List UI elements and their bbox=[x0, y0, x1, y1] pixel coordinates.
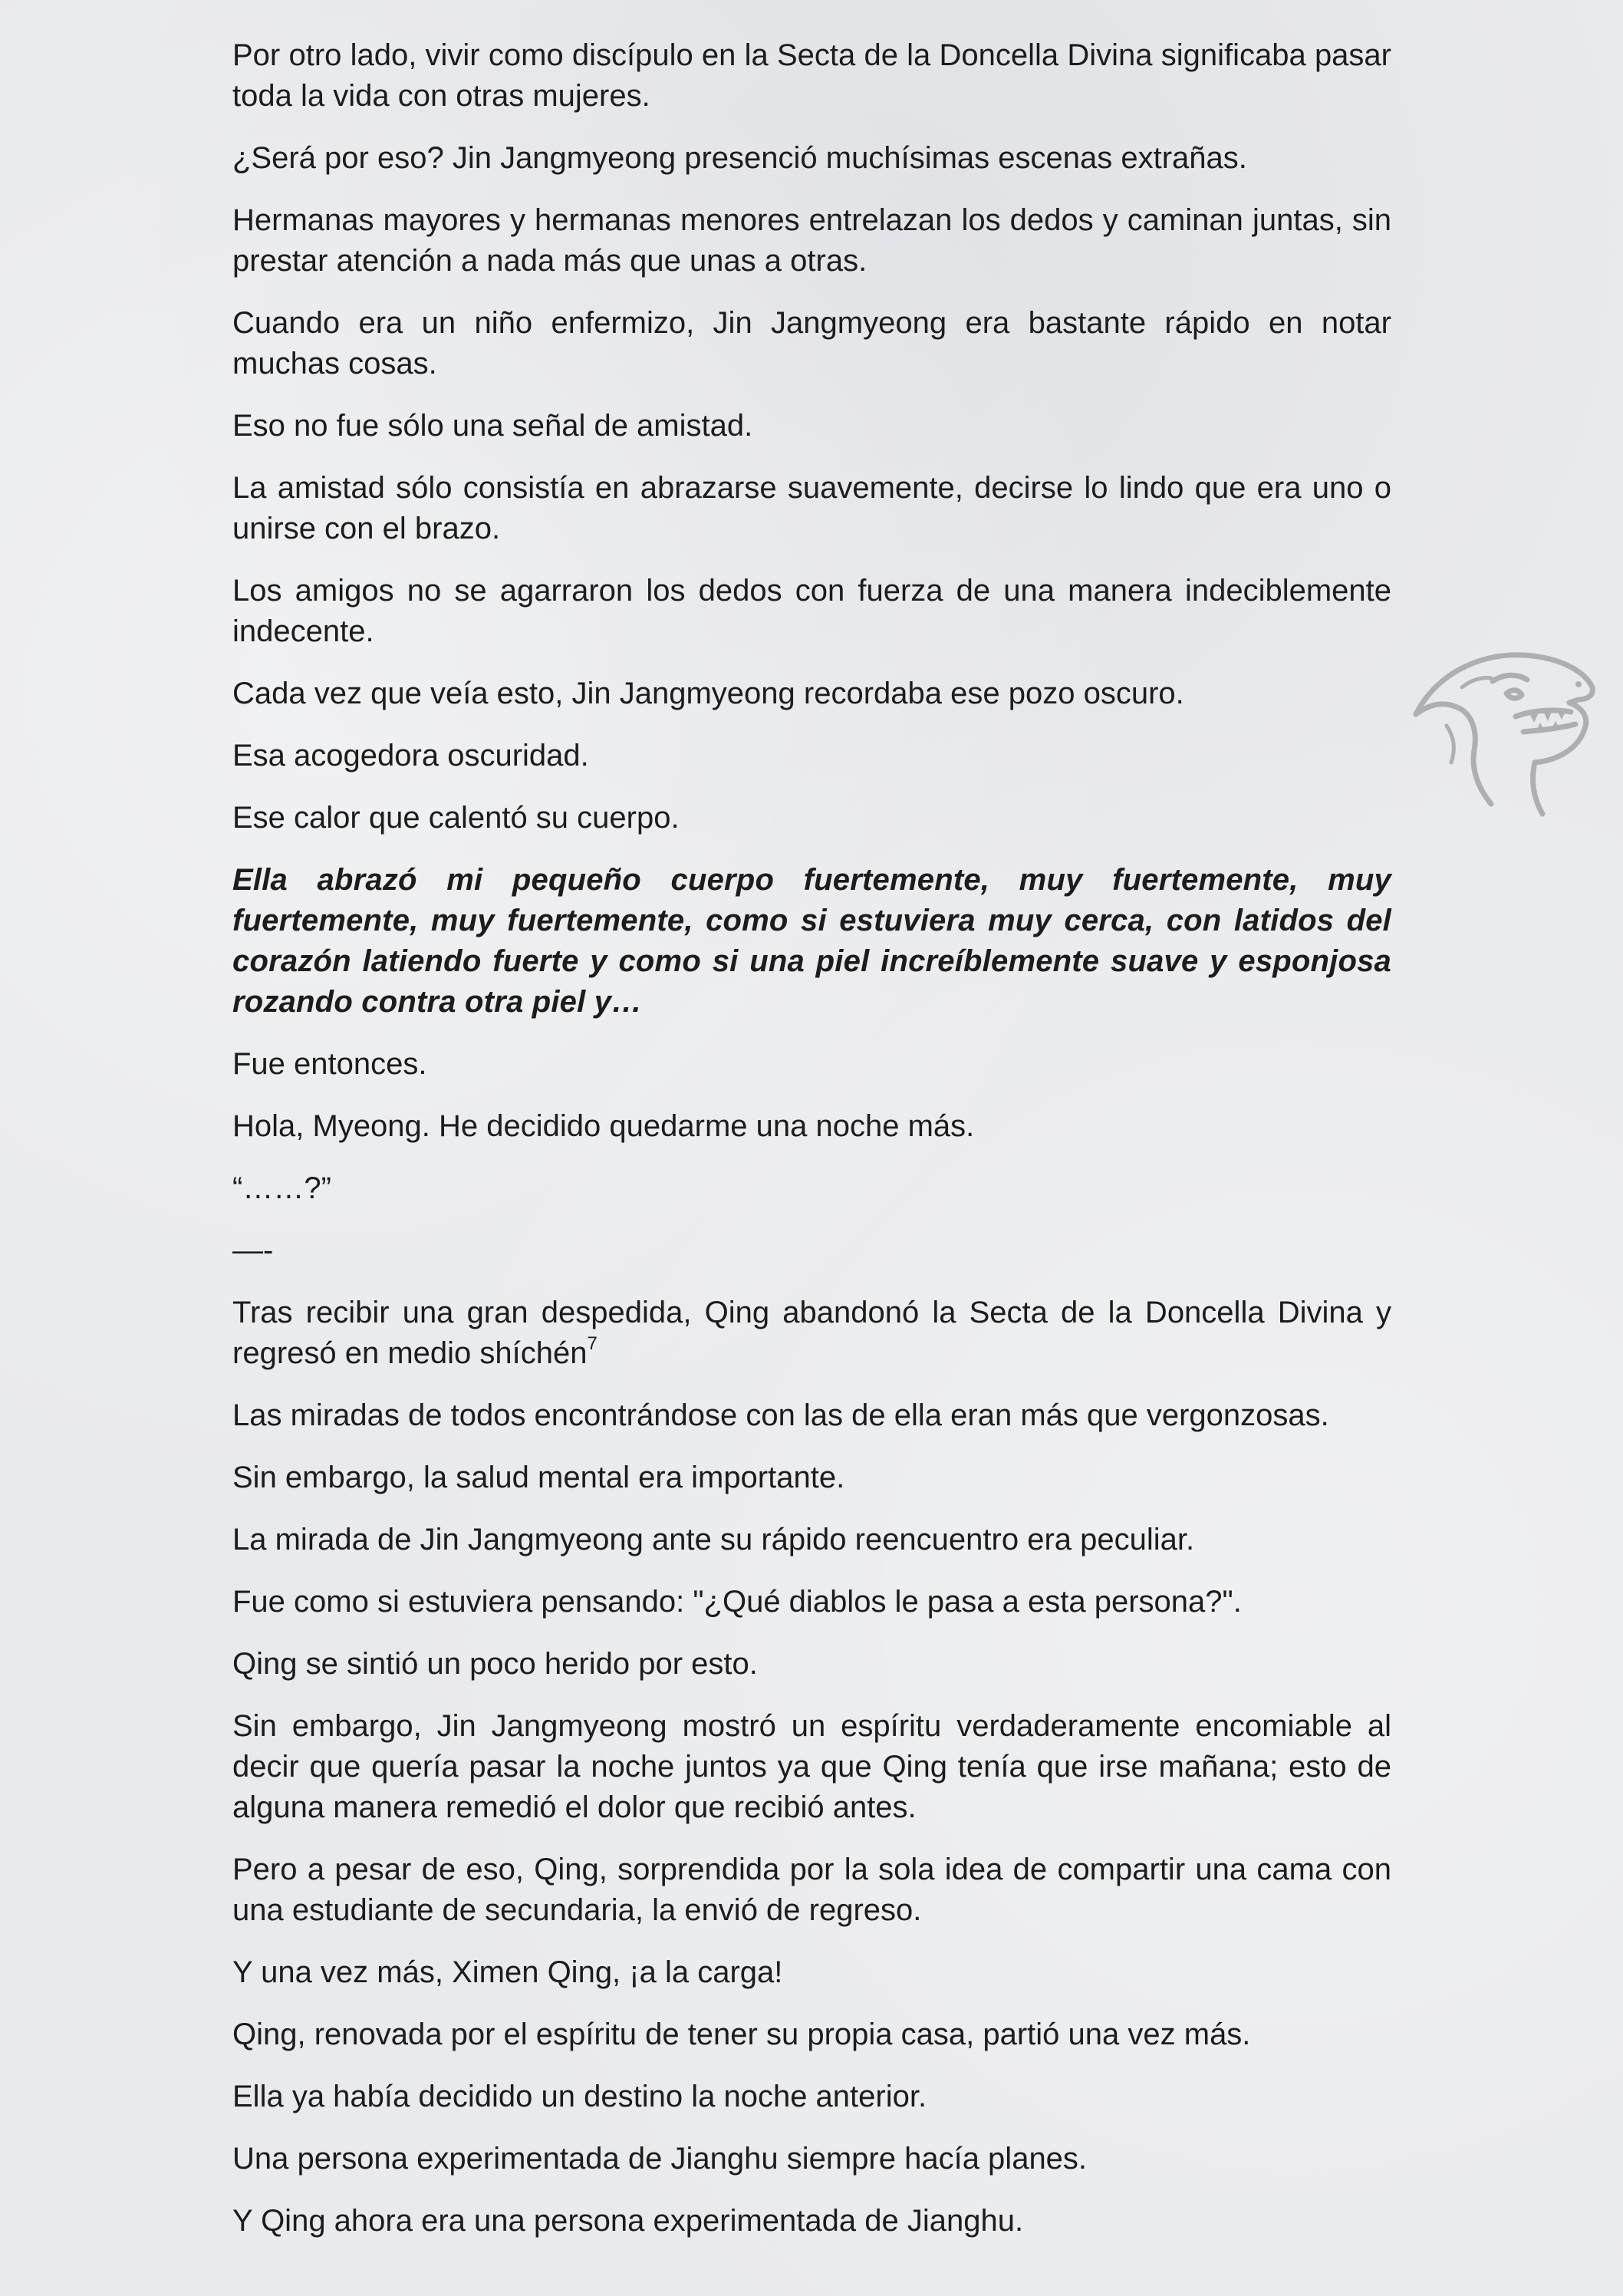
paragraph-text: Tras recibir una gran despedida, Qing abandonó la Secta de la Doncella Divina y regresó en medio shíchén bbox=[232, 1296, 1391, 1370]
paragraph: Los amigos no se agarraron los dedos con fuerza de una manera indeciblemente indecente. bbox=[232, 574, 1391, 648]
paragraph: Hermanas mayores y hermanas menores entrelazan los dedos y caminan juntas, sin prestar atención a nada más que unas a otras. bbox=[232, 203, 1391, 278]
paragraph: Cuando era un niño enfermizo, Jin Jangmyeong era bastante rápido en notar muchas cosas. bbox=[232, 306, 1391, 380]
paragraph: Pero a pesar de eso, Qing, sorprendida por la sola idea de compartir una cama con una estudiante de secundaria, la envió de regreso. bbox=[232, 1853, 1391, 1927]
paragraph-with-footnote bbox=[232, 1293, 1391, 1374]
paragraph: Hola, Myeong. He decidido quedarme una noche más. bbox=[232, 1109, 975, 1143]
scene-divider: —- bbox=[232, 1234, 274, 1267]
paragraph: La mirada de Jin Jangmyeong ante su rápido reencuentro era peculiar. bbox=[232, 1523, 1195, 1556]
paragraph: Ese calor que calentó su cuerpo. bbox=[232, 801, 680, 835]
text-column bbox=[232, 35, 1391, 2263]
paragraph: Sin embargo, Jin Jangmyeong mostró un espíritu verdaderamente encomiable al decir que quería pasar la noche juntos ya que Qing tenía que irse mañana; esto de alguna manera remedió el dolor que recibió antes. bbox=[232, 1709, 1391, 1824]
paragraph: Cada vez que veía esto, Jin Jangmyeong recordaba ese pozo oscuro. bbox=[232, 677, 1184, 710]
paragraph: La amistad sólo consistía en abrazarse suavemente, decirse lo lindo que era uno o unirse con el brazo. bbox=[232, 471, 1391, 545]
paragraph: Y Qing ahora era una persona experimentada de Jianghu. bbox=[232, 2204, 1024, 2238]
paragraph: Esa acogedora oscuridad. bbox=[232, 739, 589, 772]
paragraph: Qing se sintió un poco herido por esto. bbox=[232, 1647, 758, 1681]
paragraph: Por otro lado, vivir como discípulo en la Secta de la Doncella Divina significaba pasar toda la vida con otras mujeres. bbox=[232, 38, 1391, 113]
paragraph: Eso no fue sólo una señal de amistad. bbox=[232, 409, 753, 443]
paragraph: “……?” bbox=[232, 1171, 331, 1205]
paragraph: Las miradas de todos encontrándose con las de ella eran más que vergonzosas. bbox=[232, 1398, 1329, 1432]
paragraph: ¿Será por eso? Jin Jangmyeong presenció muchísimas escenas extrañas. bbox=[232, 141, 1247, 175]
paragraph: Fue como si estuviera pensando: "¿Qué diablos le pasa a esta persona?". bbox=[232, 1585, 1242, 1619]
emphasized-paragraph: Ella abrazó mi pequeño cuerpo fuertemente, muy fuertemente, muy fuertemente, muy fuertemente, como si estuviera muy cerca, con latidos del corazón latiendo fuerte y como si una piel increíblemente suave y esponjosa rozando contra otra piel y… bbox=[232, 863, 1391, 1019]
footnote-marker[interactable]: 7 bbox=[587, 1332, 598, 1354]
paragraph: Ella ya había decidido un destino la noche anterior. bbox=[232, 2080, 927, 2113]
dinosaur-head-logo-icon bbox=[1401, 634, 1600, 825]
paragraph: Sin embargo, la salud mental era importante. bbox=[232, 1461, 845, 1494]
paragraph: Fue entonces. bbox=[232, 1047, 427, 1081]
paragraph: Y una vez más, Ximen Qing, ¡a la carga! bbox=[232, 1955, 783, 1989]
paragraph: Qing, renovada por el espíritu de tener su propia casa, partió una vez más. bbox=[232, 2018, 1251, 2051]
paragraph: Una persona experimentada de Jianghu siempre hacía planes. bbox=[232, 2142, 1088, 2176]
